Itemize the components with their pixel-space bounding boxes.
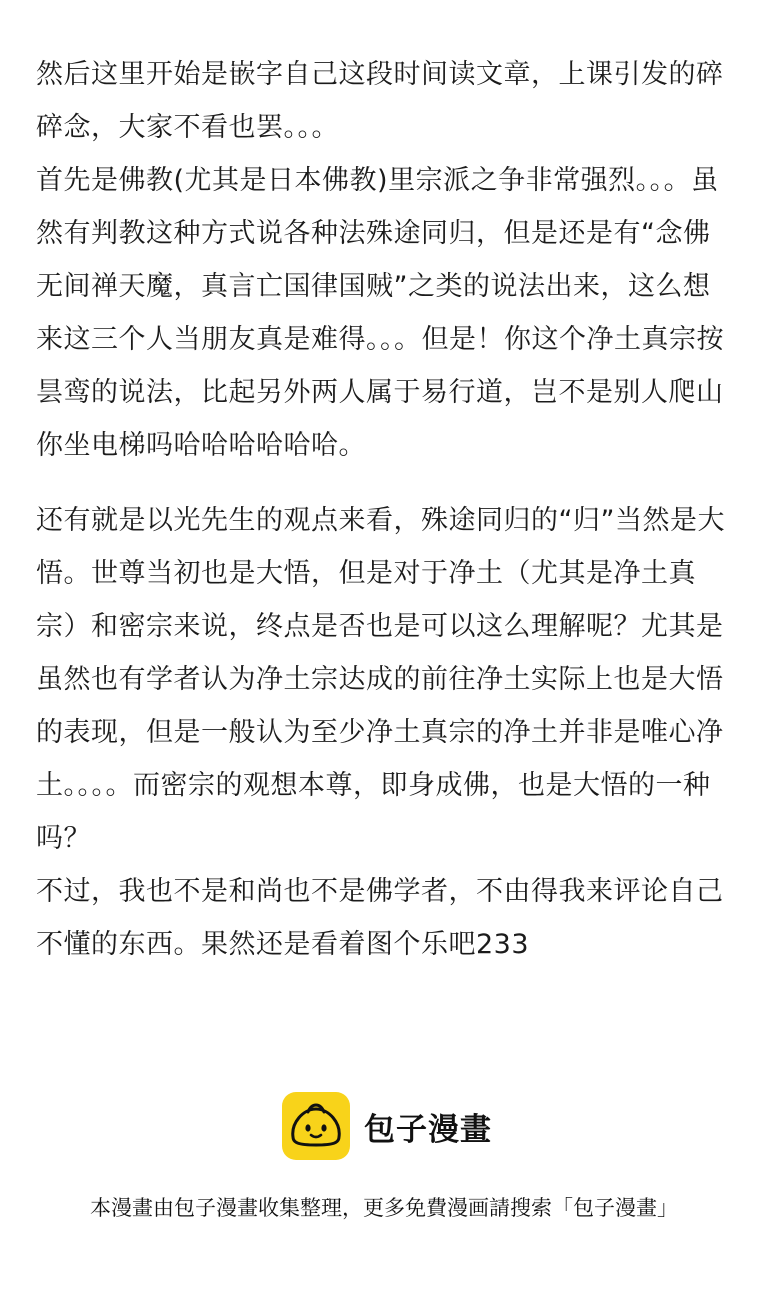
brand-block[interactable] [282,1092,492,1160]
paragraph-intro: 然后这里开始是嵌字自己这段时间读文章，上课引发的碎碎念，大家不看也罢。。。 [36,59,724,143]
brand-name: 包子漫畫 [364,1111,492,1148]
paragraph-enlightenment: 还有就是以光先生的观点来看，殊途同归的“归”当然是大悟。世尊当初也是大悟，但是对于净土（尤其是净土真宗）和密宗来说，终点是否也是可以这么理解呢？尤其是虽然也有学者认为净土宗达成的前往净土实际上也是大悟的表现，但是一般认为至少净土真宗的净土并非是唯心净土。。。。而密宗的观想本尊，即身成佛，也是大悟的一种吗？ [36,505,725,854]
footer-note: 本漫畫由包子漫畫收集整理，更多免費漫画請搜索「包子漫畫」 [90,1196,678,1220]
paragraph-closing: 不过，我也不是和尚也不是佛学者，不由得我来评论自己不懂的东西。果然还是看着图个乐吧233 [36,876,724,960]
steamed-bun-logo-icon [282,1092,350,1160]
paragraph-gap [36,472,736,494]
article-body [36,48,736,971]
paragraph-sect-dispute: 首先是佛教(尤其是日本佛教)里宗派之争非常强烈。。。虽然有判教这种方式说各种法殊途同归，但是还是有“念佛无间禅天魔，真言亡国律国贼”之类的说法出来，这么想来这三个人当朋友真是难得。。。但是！你这个净土真宗按昙鸾的说法，比起另外两人属于易行道，岂不是别人爬山你坐电梯吗哈哈哈哈哈哈。 [36,165,724,461]
